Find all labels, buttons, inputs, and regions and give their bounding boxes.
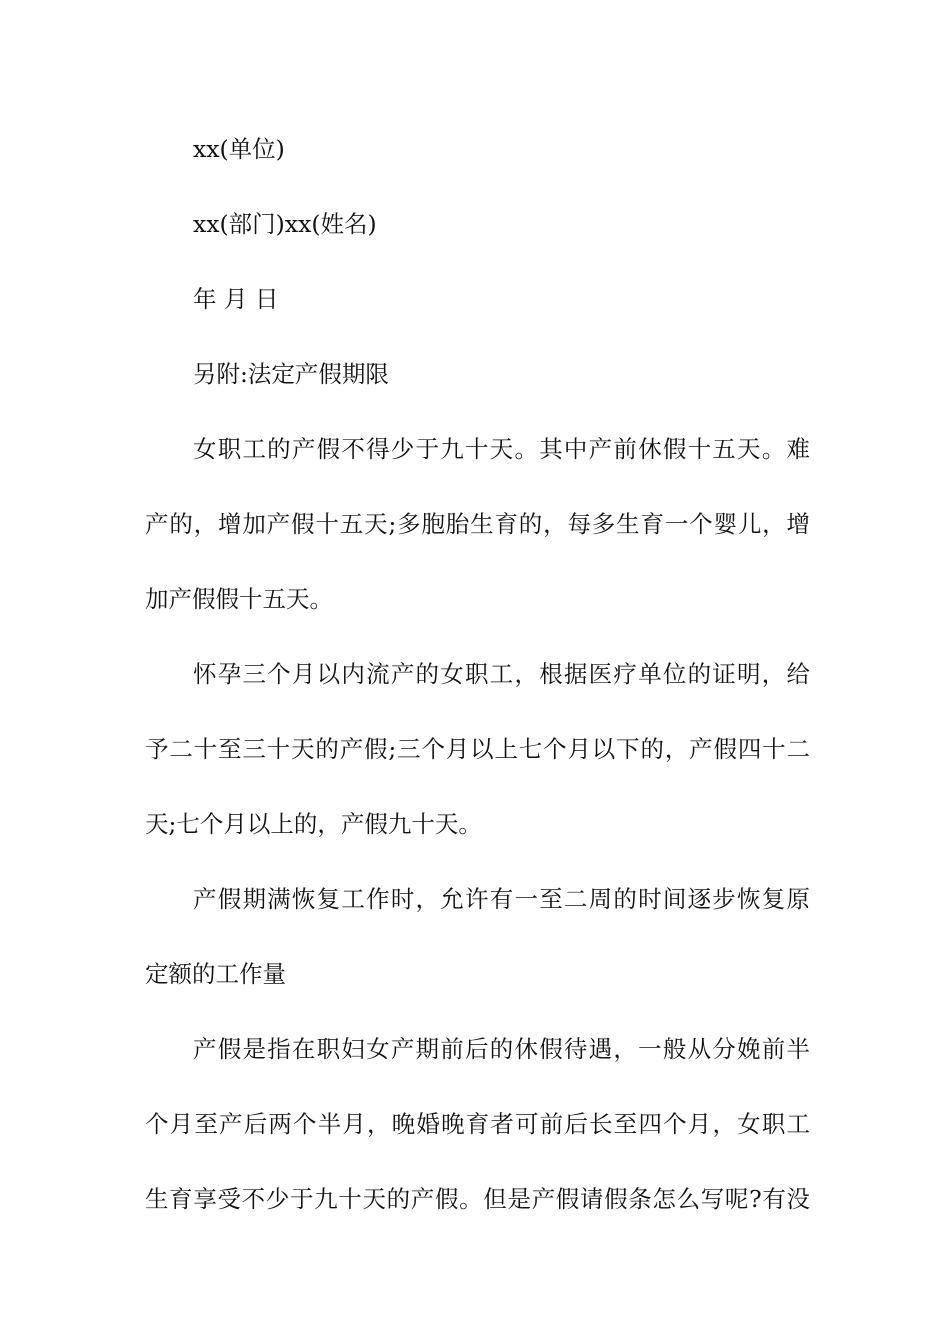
paragraph-line bbox=[145, 1181, 810, 1219]
paragraph-text: 生育享受不少于九十天的产假。但是产假请假条怎么写呢?有没 bbox=[145, 1185, 810, 1213]
paragraph-line bbox=[193, 1031, 810, 1069]
paragraph-text: 怀孕三个月以内流产的女职工，根据医疗单位的证明，给 bbox=[193, 660, 810, 688]
paragraph-text: 产的，增加产假十五天;多胞胎生育的，每多生育一个婴儿，增 bbox=[145, 510, 810, 538]
signature-date-line: 年 月 日 bbox=[193, 285, 279, 313]
paragraph-text: 产假是指在职妇女产期前后的休假待遇，一般从分娩前半 bbox=[193, 1035, 810, 1063]
paragraph-line bbox=[193, 656, 810, 694]
paragraph-text: 个月至产后两个半月，晚婚晚育者可前后长至四个月，女职工 bbox=[145, 1110, 810, 1138]
paragraph-line bbox=[193, 881, 810, 919]
paragraph-line: 定额的工作量 bbox=[145, 960, 286, 988]
paragraph-text: 女职工的产假不得少于九十天。其中产前休假十五天。难 bbox=[193, 435, 810, 463]
paragraph-text: 产假期满恢复工作时，允许有一至二周的时间逐步恢复原 bbox=[193, 885, 810, 913]
paragraph-line: 加产假假十五天。 bbox=[145, 585, 333, 613]
paragraph-line bbox=[145, 1106, 810, 1144]
paragraph-line bbox=[193, 431, 810, 469]
appendix-heading: 另附:法定产假期限 bbox=[193, 360, 389, 388]
paragraph-text: 予二十至三十天的产假;三个月以上七个月以下的，产假四十二 bbox=[145, 735, 810, 763]
signature-department-name-line: xx(部门)xx(姓名) bbox=[193, 210, 377, 238]
paragraph-line: 天;七个月以上的，产假九十天。 bbox=[145, 810, 482, 838]
paragraph-line bbox=[145, 506, 810, 544]
paragraph-line bbox=[145, 731, 810, 769]
signature-unit-line: xx(单位) bbox=[193, 135, 285, 163]
